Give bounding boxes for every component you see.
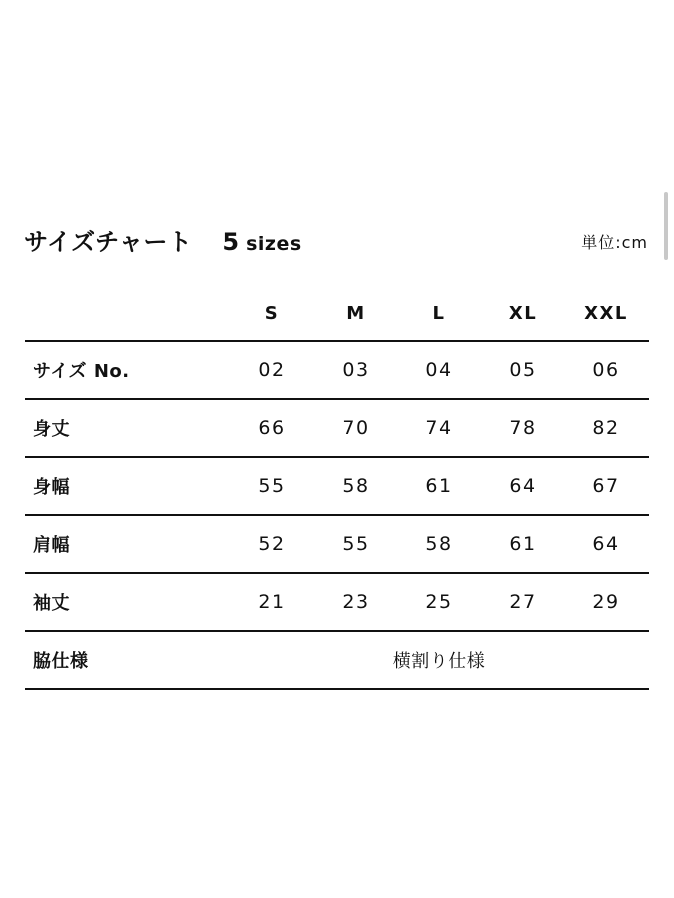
table-cell: 58 (342, 475, 370, 497)
table-row-sleeve-length (25, 574, 649, 632)
side-spec-value: 横割り仕様 (392, 651, 486, 672)
row-label: 身丈 (33, 419, 70, 440)
table-row-size-number (25, 342, 649, 400)
table-cell: 61 (425, 475, 453, 497)
table-cell: 55 (342, 533, 370, 555)
scrollbar[interactable] (664, 192, 668, 260)
table-cell: 03 (342, 359, 370, 381)
unit-label: 単位:cm (581, 233, 648, 252)
table-cell: 25 (425, 591, 453, 613)
table-cell: 29 (592, 591, 620, 613)
table-cell: 04 (425, 359, 453, 381)
column-header-m: M (346, 302, 366, 324)
column-header-xl: XL (508, 302, 538, 324)
column-header-xxl: XXL (584, 302, 628, 324)
table-cell: 64 (592, 533, 620, 555)
table-row-body-length (25, 400, 649, 458)
size-count: 5 (222, 228, 240, 256)
size-chart-heading (24, 222, 302, 262)
row-label: 身幅 (33, 477, 70, 498)
row-label: サイズ No. (33, 361, 130, 382)
table-cell: 70 (342, 417, 370, 439)
table-cell: 82 (592, 417, 620, 439)
table-cell: 52 (258, 533, 286, 555)
table-row-body-width (25, 458, 649, 516)
table-cell: 78 (509, 417, 537, 439)
table-header-row (25, 286, 649, 342)
table-cell: 61 (509, 533, 537, 555)
row-label: 脇仕様 (33, 651, 89, 672)
table-row-shoulder-width (25, 516, 649, 574)
table-cell: 21 (258, 591, 286, 613)
table-cell: 23 (342, 591, 370, 613)
size-chart-table (25, 286, 649, 690)
page-title: サイズチャート (24, 228, 193, 256)
row-label: 袖丈 (33, 593, 70, 614)
table-cell: 64 (509, 475, 537, 497)
table-cell: 66 (258, 417, 286, 439)
table-row-side-spec (25, 632, 649, 690)
table-cell: 02 (258, 359, 286, 381)
table-cell: 67 (592, 475, 620, 497)
table-cell: 74 (425, 417, 453, 439)
table-cell: 05 (509, 359, 537, 381)
table-cell: 27 (509, 591, 537, 613)
table-cell: 55 (258, 475, 286, 497)
column-header-l: L (432, 302, 446, 324)
size-count-unit: sizes (246, 233, 302, 255)
table-cell: 06 (592, 359, 620, 381)
column-header-s: S (264, 302, 280, 324)
row-label: 肩幅 (33, 535, 70, 556)
table-cell: 58 (425, 533, 453, 555)
